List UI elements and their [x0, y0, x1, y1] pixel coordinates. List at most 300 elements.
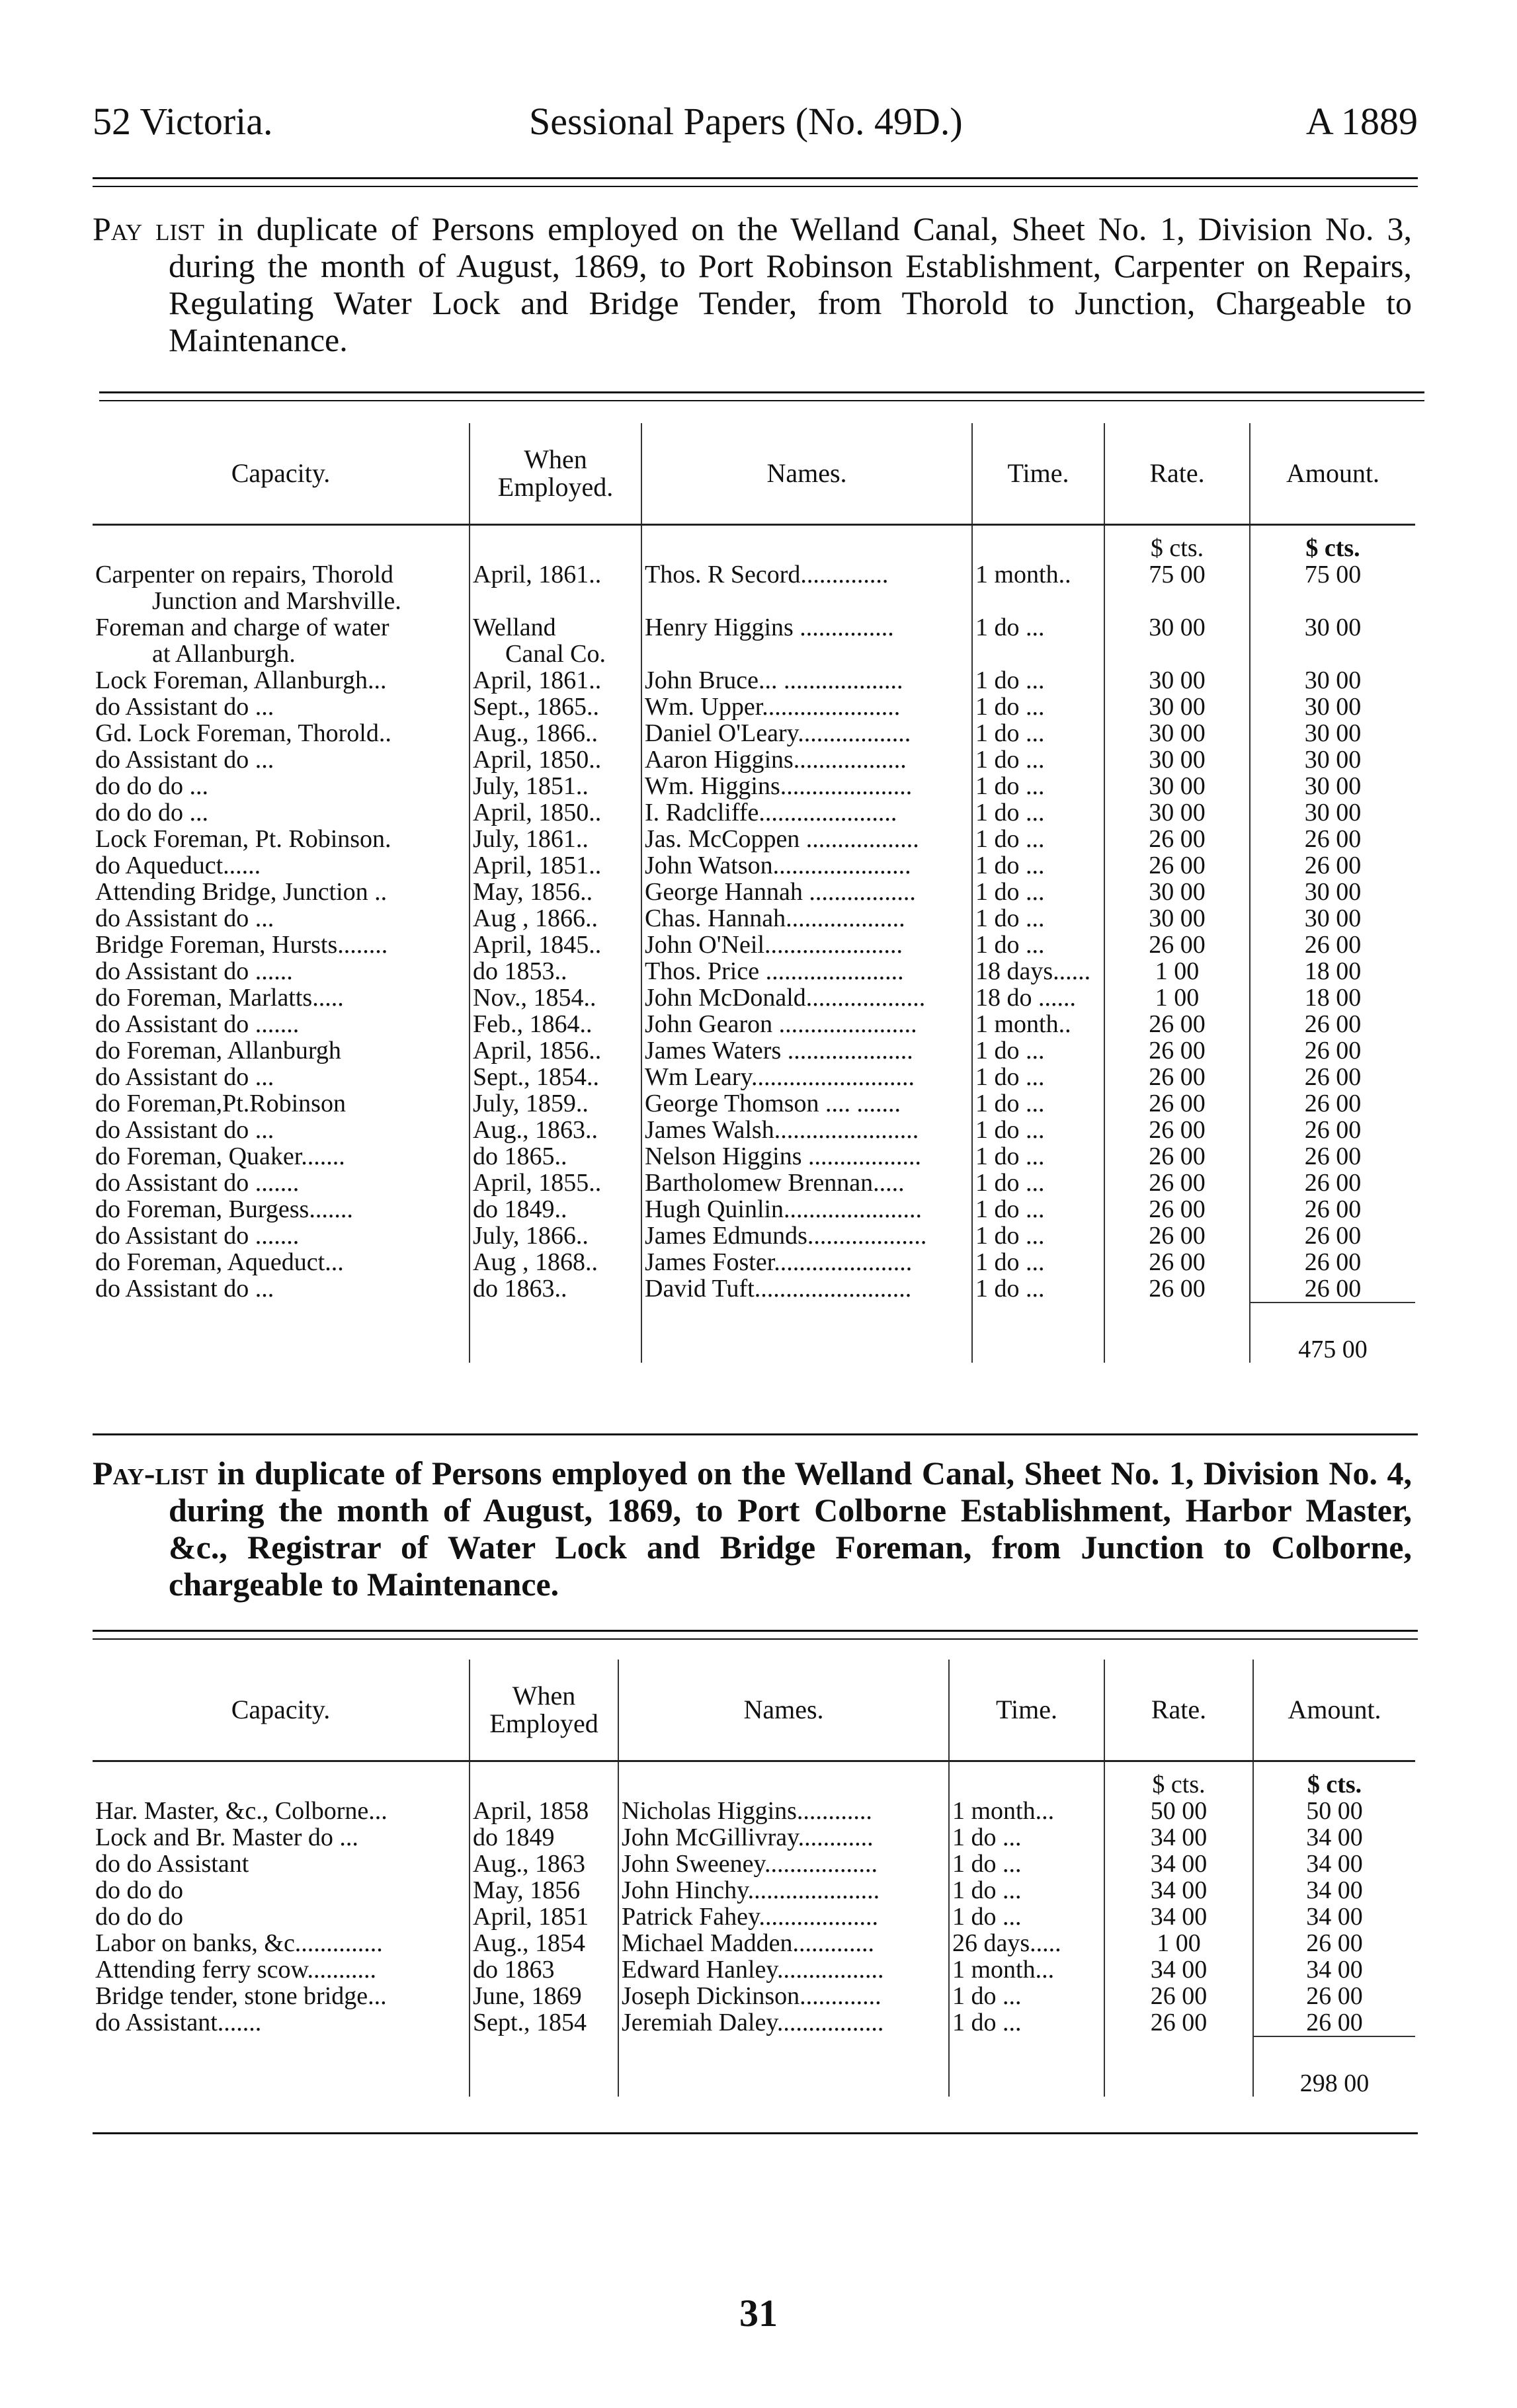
total-empty-cell [972, 1303, 1104, 1363]
rate-cell: 30 00 [1104, 905, 1250, 932]
time-cell: 26 days..... [949, 1930, 1104, 1956]
time-cell: 1 do ... [972, 799, 1104, 826]
when-employed-cell: Welland [470, 614, 641, 641]
rate-cell: 26 00 [1104, 2009, 1253, 2036]
amount-cell: 34 00 [1253, 1851, 1415, 1877]
when-employed-cell: Feb., 1864.. [470, 1011, 641, 1037]
empty-cell [1250, 641, 1415, 667]
amount-cell: 75 00 [1250, 561, 1415, 588]
when-employed-cell: April, 1851.. [470, 852, 641, 879]
when-employed-cell: Aug., 1863.. [470, 1117, 641, 1143]
when-employed-cell: Aug., 1863 [470, 1851, 618, 1877]
when-employed-cell: July, 1851.. [470, 773, 641, 799]
total-empty-cell [641, 1303, 972, 1363]
name-cell: James Foster...................... [641, 1249, 972, 1275]
time-cell: 1 do ... [972, 667, 1104, 694]
name-cell: John Sweeney.................. [618, 1851, 949, 1877]
amount-unit: $ cts. [1250, 525, 1415, 562]
units-row [93, 525, 1415, 562]
table-row [93, 1877, 1415, 1904]
when-employed-cell: Aug , 1866.. [470, 905, 641, 932]
name-cell: Wm. Higgins..................... [641, 773, 972, 799]
time-cell: 1 do ... [949, 1851, 1104, 1877]
table-row [93, 1117, 1415, 1143]
name-cell: James Edmunds................... [641, 1223, 972, 1249]
amount-cell: 26 00 [1250, 1196, 1415, 1223]
time-cell: 1 do ... [972, 1064, 1104, 1090]
rate-cell: 30 00 [1104, 667, 1250, 694]
units-empty-cell [93, 1761, 470, 1798]
capacity-cell: Labor on banks, &c.............. [95, 1930, 383, 1956]
when-employed-cell: do 1849 [470, 1824, 618, 1851]
time-cell: 1 do ... [972, 826, 1104, 852]
capacity-continuation: at Allanburgh. [152, 641, 296, 667]
time-cell: 1 do ... [949, 1904, 1104, 1930]
time-cell: 1 do ... [972, 879, 1104, 905]
rate-cell: 30 00 [1104, 720, 1250, 746]
total-row [93, 2036, 1415, 2097]
capacity-cell: Lock Foreman, Allanburgh... [95, 667, 387, 694]
amount-cell: 26 00 [1253, 2009, 1415, 2036]
capacity-cell: do do Assistant [95, 1851, 249, 1877]
rate-cell: 30 00 [1104, 694, 1250, 720]
rate-cell: 26 00 [1104, 1275, 1250, 1303]
capacity-cell: do do do ... [95, 773, 208, 799]
header-publication: Sessional Papers (No. 49D.) [529, 100, 963, 143]
section2-title-text: in duplicate of Persons employed on the Welland Canal, Sheet No. 1, Division No. 4, during the month of August, 1869, to Port Colborne Establishment, Harbor Master, &c., Registrar of Water Lock and Bridge Foreman, from Junction to Colborne, chargeable to Maintenance. [169, 1455, 1412, 1603]
when-employed-cell: do 1863 [470, 1956, 618, 1983]
when-employed-cell: April, 1861.. [470, 561, 641, 588]
table-row [93, 667, 1415, 694]
capacity-cell: Attending ferry scow........... [95, 1956, 376, 1983]
table-row [93, 1064, 1415, 1090]
when-employed-cell: Sept., 1854.. [470, 1064, 641, 1090]
table-row [93, 773, 1415, 799]
capacity-cell: do Assistant do ... [95, 746, 274, 773]
name-cell: John McDonald................... [641, 984, 972, 1011]
table-row [93, 614, 1415, 641]
capacity-cell: do Assistant do ... [95, 905, 274, 932]
capacity-cell: Bridge Foreman, Hursts........ [95, 932, 388, 958]
when-employed-cell: May, 1856 [470, 1877, 618, 1904]
time-cell: 1 do ... [972, 1196, 1104, 1223]
section1-rule [99, 391, 1424, 401]
rate-cell: 1 00 [1104, 958, 1250, 984]
section2-rule [93, 1630, 1418, 1640]
table-row [93, 1249, 1415, 1275]
name-cell: Jas. McCoppen .................. [641, 826, 972, 852]
rate-unit: $ cts. [1104, 525, 1250, 562]
name-cell: Aaron Higgins.................. [641, 746, 972, 773]
capacity-cell: Foreman and charge of water [95, 614, 390, 641]
capacity-cell: do Foreman,Pt.Robinson [95, 1090, 346, 1117]
table-row [93, 1275, 1415, 1303]
name-cell: Patrick Fahey................... [618, 1904, 949, 1930]
amount-cell: 26 00 [1250, 1090, 1415, 1117]
when-employed-cell: May, 1856.. [470, 879, 641, 905]
rate-cell: 1 00 [1104, 1930, 1253, 1956]
amount-cell: 30 00 [1250, 799, 1415, 826]
when-employed-cell: April, 1856.. [470, 1037, 641, 1064]
total-amount: 298 00 [1253, 2036, 1415, 2097]
name-cell: John McGillivray............ [618, 1824, 949, 1851]
time-cell: 1 do ... [972, 1117, 1104, 1143]
time-cell: 1 do ... [972, 1249, 1104, 1275]
time-cell: 1 month... [949, 1956, 1104, 1983]
when-employed-cell: April, 1851 [470, 1904, 618, 1930]
name-cell: Michael Madden............. [618, 1930, 949, 1956]
name-cell: Thos. R Secord.............. [641, 561, 972, 588]
section2-header-row [93, 1660, 1415, 1761]
when-employed-continuation [470, 588, 641, 614]
time-cell: 1 do ... [972, 720, 1104, 746]
table-row [93, 852, 1415, 879]
capacity-cell: do do do [95, 1877, 183, 1904]
capacity-continuation: Junction and Marshville. [152, 588, 401, 614]
rate-unit: $ cts. [1104, 1761, 1253, 1798]
time-cell: 1 do ... [972, 932, 1104, 958]
name-cell: Bartholomew Brennan..... [641, 1170, 972, 1196]
rate-cell: 30 00 [1104, 799, 1250, 826]
col-when-employed: When Employed. [470, 423, 641, 525]
amount-cell: 26 00 [1250, 1249, 1415, 1275]
capacity-cell: do Assistant do ... [95, 1275, 274, 1303]
table-row [93, 1170, 1415, 1196]
amount-cell: 18 00 [1250, 958, 1415, 984]
total-empty-cell [470, 2036, 618, 2097]
amount-cell: 26 00 [1250, 932, 1415, 958]
name-cell: Edward Hanley................. [618, 1956, 949, 1983]
col-capacity: Capacity. [93, 423, 470, 525]
capacity-cell: Lock and Br. Master do ... [95, 1824, 358, 1851]
col-when-employed: When Employed [470, 1660, 618, 1761]
rate-cell: 26 00 [1104, 932, 1250, 958]
running-header [93, 99, 1418, 152]
rate-cell: 34 00 [1104, 1824, 1253, 1851]
when-employed-cell: do 1865.. [470, 1143, 641, 1170]
capacity-cell: Lock Foreman, Pt. Robinson. [95, 826, 391, 852]
amount-cell: 34 00 [1253, 1877, 1415, 1904]
rate-cell: 34 00 [1104, 1851, 1253, 1877]
table-row [93, 1904, 1415, 1930]
table-row [93, 1956, 1415, 1983]
section2-end-rule [93, 2132, 1418, 2134]
amount-cell: 26 00 [1253, 1930, 1415, 1956]
amount-cell: 30 00 [1250, 614, 1415, 641]
when-employed-cell: July, 1861.. [470, 826, 641, 852]
table-row [93, 1798, 1415, 1824]
amount-cell: 34 00 [1253, 1904, 1415, 1930]
amount-cell: 30 00 [1250, 667, 1415, 694]
when-employed-continuation: Canal Co. [470, 641, 641, 667]
table-row [93, 879, 1415, 905]
time-cell: 1 do ... [972, 1143, 1104, 1170]
amount-cell: 34 00 [1253, 1824, 1415, 1851]
time-cell: 1 do ... [972, 1275, 1104, 1303]
amount-cell: 30 00 [1250, 905, 1415, 932]
when-employed-cell: April, 1861.. [470, 667, 641, 694]
name-cell: Nicholas Higgins............ [618, 1798, 949, 1824]
col-rate: Rate. [1104, 423, 1250, 525]
amount-cell: 30 00 [1250, 720, 1415, 746]
capacity-cell: Attending Bridge, Junction .. [95, 879, 388, 905]
rate-cell: 26 00 [1104, 1170, 1250, 1196]
header-volume: 52 Victoria. [93, 100, 273, 143]
when-employed-cell: Nov., 1854.. [470, 984, 641, 1011]
time-cell: 1 do ... [949, 2009, 1104, 2036]
table-row [93, 1143, 1415, 1170]
total-empty-cell [1104, 2036, 1253, 2097]
when-employed-cell: April, 1855.. [470, 1170, 641, 1196]
units-empty-cell [93, 525, 470, 562]
when-employed-cell: do 1863.. [470, 1275, 641, 1303]
when-employed-cell: do 1849.. [470, 1196, 641, 1223]
col-amount: Amount. [1253, 1660, 1415, 1761]
time-cell: 1 do ... [949, 1983, 1104, 2009]
table-row [93, 1824, 1415, 1851]
time-cell: 1 do ... [972, 694, 1104, 720]
rate-cell: 26 00 [1104, 1223, 1250, 1249]
section2-title [93, 1455, 1412, 1603]
time-cell: 1 do ... [949, 1877, 1104, 1904]
total-amount: 475 00 [1250, 1303, 1415, 1363]
section1-title-lead: Pay list [93, 210, 204, 247]
name-cell: George Hannah ................. [641, 879, 972, 905]
when-employed-cell: Aug., 1854 [470, 1930, 618, 1956]
rate-cell: 34 00 [1104, 1877, 1253, 1904]
total-empty-cell [949, 2036, 1104, 2097]
rate-cell: 34 00 [1104, 1904, 1253, 1930]
empty-cell [1250, 588, 1415, 614]
time-cell: 1 do ... [972, 1170, 1104, 1196]
name-cell: Jeremiah Daley................. [618, 2009, 949, 2036]
units-empty-cell [972, 525, 1104, 562]
capacity-cell: do Assistant do ...... [95, 958, 293, 984]
empty-cell [972, 588, 1104, 614]
name-cell: David Tuft......................... [641, 1275, 972, 1303]
col-rate: Rate. [1104, 1660, 1253, 1761]
table-row [93, 984, 1415, 1011]
rate-cell: 34 00 [1104, 1956, 1253, 1983]
amount-cell: 26 00 [1250, 1037, 1415, 1064]
amount-cell: 50 00 [1253, 1798, 1415, 1824]
name-cell: Thos. Price ...................... [641, 958, 972, 984]
capacity-cell: do Assistant do ... [95, 1117, 274, 1143]
rate-cell: 30 00 [1104, 879, 1250, 905]
name-cell: Chas. Hannah................... [641, 905, 972, 932]
amount-cell: 30 00 [1250, 879, 1415, 905]
header-year: A 1889 [1305, 100, 1418, 143]
name-cell: John Gearon ...................... [641, 1011, 972, 1037]
capacity-cell: do Assistant do ....... [95, 1011, 300, 1037]
rate-cell: 30 00 [1104, 746, 1250, 773]
section1-title [93, 210, 1412, 358]
name-cell: John O'Neil...................... [641, 932, 972, 958]
table-row [93, 799, 1415, 826]
total-empty-cell [618, 2036, 949, 2097]
name-cell: Daniel O'Leary.................. [641, 720, 972, 746]
amount-cell: 26 00 [1250, 1223, 1415, 1249]
time-cell: 1 month... [949, 1798, 1104, 1824]
section2-title-lead: Pay-list [93, 1455, 208, 1492]
table-row [93, 1983, 1415, 2009]
when-employed-cell: Sept., 1865.. [470, 694, 641, 720]
name-cell: Henry Higgins ............... [641, 614, 972, 641]
table-row [93, 2009, 1415, 2036]
name-cell: I. Radcliffe...................... [641, 799, 972, 826]
col-names: Names. [641, 423, 972, 525]
capacity-cell: do do do ... [95, 799, 208, 826]
units-row [93, 1761, 1415, 1798]
when-employed-cell: April, 1850.. [470, 746, 641, 773]
table-row [93, 1037, 1415, 1064]
time-cell: 1 do ... [972, 905, 1104, 932]
amount-cell: 34 00 [1253, 1956, 1415, 1983]
amount-cell: 26 00 [1250, 1117, 1415, 1143]
section1-header-row [93, 423, 1415, 525]
rate-cell: 26 00 [1104, 1011, 1250, 1037]
table-row [93, 1930, 1415, 1956]
name-cell: James Waters .................... [641, 1037, 972, 1064]
time-cell: 1 month.. [972, 561, 1104, 588]
name-cell: James Walsh....................... [641, 1117, 972, 1143]
amount-cell: 26 00 [1250, 1011, 1415, 1037]
total-empty-cell [93, 2036, 470, 2097]
table-row [93, 694, 1415, 720]
table-row [93, 1196, 1415, 1223]
units-empty-cell [949, 1761, 1104, 1798]
time-cell: 18 days...... [972, 958, 1104, 984]
col-time: Time. [972, 423, 1104, 525]
table-row [93, 958, 1415, 984]
section1-table [93, 423, 1415, 1363]
when-employed-cell: Aug., 1866.. [470, 720, 641, 746]
page-number: 31 [739, 2292, 778, 2335]
total-empty-cell [1104, 1303, 1250, 1363]
capacity-cell: Har. Master, &c., Colborne... [95, 1798, 388, 1824]
amount-cell: 26 00 [1250, 1064, 1415, 1090]
capacity-cell: do Foreman, Aqueduct... [95, 1249, 344, 1275]
rate-cell: 26 00 [1104, 852, 1250, 879]
table-row [93, 905, 1415, 932]
capacity-cell: do Foreman, Quaker....... [95, 1143, 345, 1170]
amount-cell: 26 00 [1250, 1275, 1415, 1303]
total-row [93, 1303, 1415, 1363]
capacity-cell: do Foreman, Allanburgh [95, 1037, 341, 1064]
table-row [93, 746, 1415, 773]
name-cell: Joseph Dickinson............. [618, 1983, 949, 2009]
time-cell: 1 do ... [949, 1824, 1104, 1851]
table-row [93, 1851, 1415, 1877]
table-row-continuation [93, 641, 1415, 667]
when-employed-cell: June, 1869 [470, 1983, 618, 2009]
empty-cell [641, 588, 972, 614]
name-cell: John Bruce... ................... [641, 667, 972, 694]
rate-cell: 30 00 [1104, 614, 1250, 641]
when-employed-cell: do 1853.. [470, 958, 641, 984]
when-employed-cell: April, 1845.. [470, 932, 641, 958]
capacity-cell: Gd. Lock Foreman, Thorold.. [95, 720, 391, 746]
table-row [93, 1011, 1415, 1037]
capacity-cell: Carpenter on repairs, Thorold [95, 561, 393, 588]
capacity-cell: do Foreman, Marlatts..... [95, 984, 344, 1011]
table-row-continuation [93, 588, 1415, 614]
empty-cell [972, 641, 1104, 667]
capacity-cell: do do do [95, 1904, 183, 1930]
when-employed-cell: April, 1858 [470, 1798, 618, 1824]
amount-unit: $ cts. [1253, 1761, 1415, 1798]
table-row [93, 826, 1415, 852]
when-employed-cell: Aug , 1868.. [470, 1249, 641, 1275]
time-cell: 18 do ...... [972, 984, 1104, 1011]
amount-cell: 26 00 [1250, 1170, 1415, 1196]
name-cell: Wm Leary.......................... [641, 1064, 972, 1090]
units-empty-cell [641, 525, 972, 562]
total-empty-cell [470, 1303, 641, 1363]
table-row [93, 561, 1415, 588]
empty-cell [1104, 588, 1250, 614]
amount-cell: 26 00 [1250, 852, 1415, 879]
name-cell: John Watson...................... [641, 852, 972, 879]
rate-cell: 50 00 [1104, 1798, 1253, 1824]
time-cell: 1 do ... [972, 1223, 1104, 1249]
empty-cell [641, 641, 972, 667]
amount-cell: 26 00 [1253, 1983, 1415, 2009]
col-amount: Amount. [1250, 423, 1415, 525]
table-row [93, 932, 1415, 958]
rate-cell: 26 00 [1104, 1249, 1250, 1275]
table-row [93, 720, 1415, 746]
capacity-cell: do Assistant do ... [95, 694, 274, 720]
section2-table [93, 1660, 1415, 2097]
col-capacity: Capacity. [93, 1660, 470, 1761]
capacity-cell: do Assistant do ... [95, 1064, 274, 1090]
header-rule [93, 177, 1418, 187]
rate-cell: 26 00 [1104, 1143, 1250, 1170]
rate-cell: 75 00 [1104, 561, 1250, 588]
rate-cell: 26 00 [1104, 1037, 1250, 1064]
table-row [93, 1090, 1415, 1117]
col-names: Names. [618, 1660, 949, 1761]
amount-cell: 26 00 [1250, 826, 1415, 852]
time-cell: 1 do ... [972, 1037, 1104, 1064]
table-row [93, 1223, 1415, 1249]
time-cell: 1 do ... [972, 773, 1104, 799]
time-cell: 1 do ... [972, 614, 1104, 641]
units-empty-cell [618, 1761, 949, 1798]
rate-cell: 26 00 [1104, 1196, 1250, 1223]
capacity-cell: do Assistant do ....... [95, 1223, 300, 1249]
time-cell: 1 do ... [972, 746, 1104, 773]
capacity-cell: do Assistant do ....... [95, 1170, 300, 1196]
capacity-cell: do Assistant....... [95, 2009, 262, 2036]
when-employed-cell: April, 1850.. [470, 799, 641, 826]
units-empty-cell [470, 525, 641, 562]
col-time: Time. [949, 1660, 1104, 1761]
name-cell: Hugh Quinlin...................... [641, 1196, 972, 1223]
amount-cell: 18 00 [1250, 984, 1415, 1011]
name-cell: Nelson Higgins .................. [641, 1143, 972, 1170]
time-cell: 1 do ... [972, 852, 1104, 879]
amount-cell: 30 00 [1250, 773, 1415, 799]
amount-cell: 30 00 [1250, 694, 1415, 720]
rate-cell: 26 00 [1104, 1983, 1253, 2009]
capacity-cell: do Foreman, Burgess....... [95, 1196, 353, 1223]
rate-cell: 26 00 [1104, 1117, 1250, 1143]
time-cell: 1 do ... [972, 1090, 1104, 1117]
section1-title-text: in duplicate of Persons employed on the Welland Canal, Sheet No. 1, Division No. 3, during the month of August, 1869, to Port Robinson Establishment, Carpenter on Repairs, Regulating Water Lock and Bridge Tender, from Thorold to Junction, Chargeable to Maintenance. [169, 210, 1412, 358]
capacity-cell: Bridge tender, stone bridge... [95, 1983, 387, 2009]
